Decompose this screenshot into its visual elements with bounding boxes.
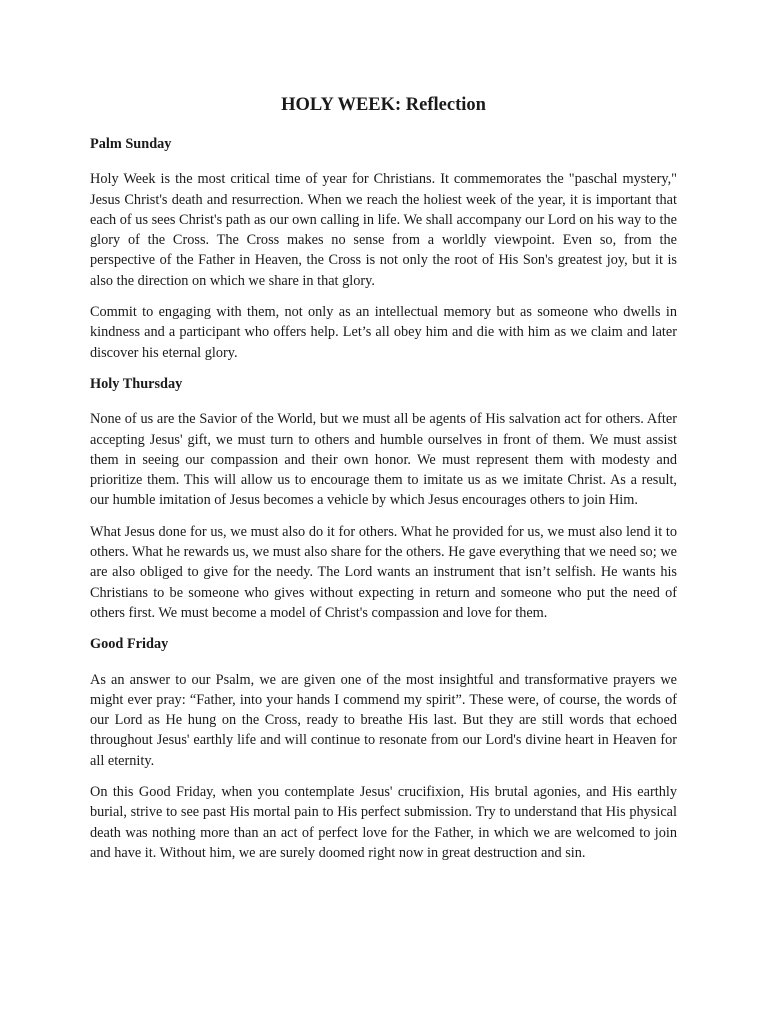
paragraph: None of us are the Savior of the World, but we must all be agents of His salvation act for others. After accepting Jesus' gift, we must turn to others and humble ourselves in front of them. We must assist them in seeing our compassion and their own honor. We must represent them with modesty and prioritize them. This will allow us to encourage them to imitate us as we imitate Christ. As a result, our humble imitation of Jesus becomes a vehicle by which Jesus encourages others to join Him. <box>90 411 677 509</box>
paragraph: On this Good Friday, when you contemplate Jesus' crucifixion, His brutal agonies, and His earthly burial, strive to see past His mortal pain to His perfect submission. Try to understand that His physical death was nothing more than an act of perfect love for the Father, in which we are welcomed to join and have it. Without him, we are surely doomed right now in great destruction and sin. <box>90 784 677 861</box>
document-page <box>90 93 677 874</box>
section-holy-thursday <box>90 374 677 623</box>
section-good-friday <box>90 634 677 863</box>
paragraph: As an answer to our Psalm, we are given one of the most insightful and transformative prayers we might ever pray: “Father, into your hands I commend my spirit”. These were, of course, the words of our Lord as He hung on the Cross, ready to breathe His last. But they are still words that echoed throughout Jesus' earthly life and will continue to resonate from our Lord's divine heart in Heaven for all eternity. <box>90 671 677 769</box>
section-heading: Holy Thursday <box>90 375 183 392</box>
section-palm-sunday <box>90 134 677 363</box>
paragraph: What Jesus done for us, we must also do it for others. What he provided for us, we must also lend it to others. What he rewards us, we must also share for the others. He gave everything that we need so; we are also obliged to give for the needy. The Lord wants an instrument that isn’t selfish. He wants his Christians to be someone who gives without expecting in return and someone who put the need of others first. We must become a model of Christ's compassion and love for them. <box>90 523 677 621</box>
paragraph: Commit to engaging with them, not only as an intellectual memory but as someone who dwells in kindness and a participant who offers help. Let’s all obey him and die with him as we claim and later discover his eternal glory. <box>90 304 677 361</box>
document-title: HOLY WEEK: Reflection <box>281 95 486 115</box>
paragraph: Holy Week is the most critical time of year for Christians. It commemorates the "paschal mystery," Jesus Christ's death and resurrection. When we reach the holiest week of the year, it is important that each of us sees Christ's path as our own calling in life. We shall accompany our Lord on his way to the glory of the Cross. The Cross makes no sense from a worldly viewpoint. Even so, from the perspective of the Father in Heaven, the Cross is not only the root of His Son's greatest joy, but it is also the direction on which we share in that glory. <box>90 171 677 289</box>
section-heading: Palm Sunday <box>90 136 172 152</box>
section-heading: Good Friday <box>90 636 169 653</box>
